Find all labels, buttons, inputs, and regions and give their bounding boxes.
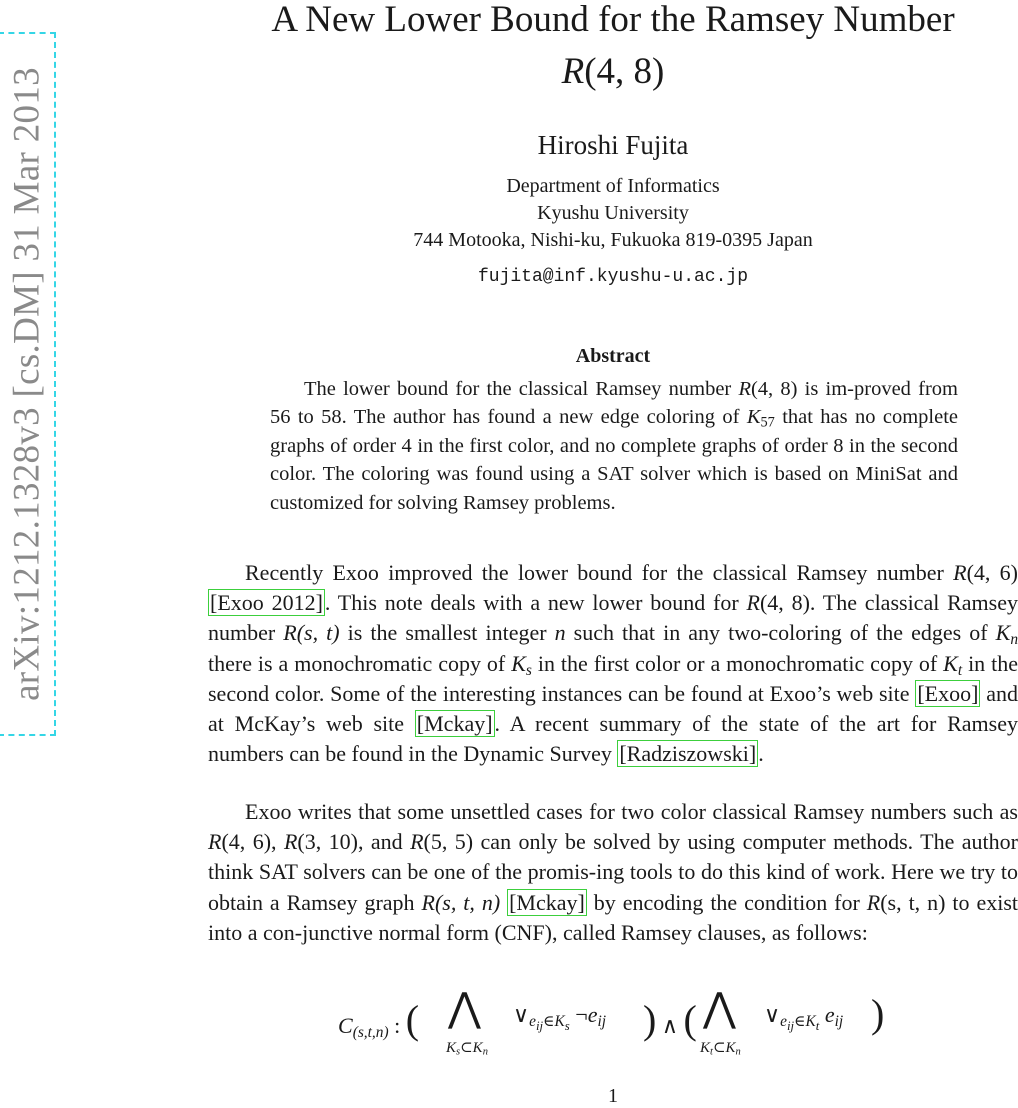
affiliation-university: Kyushu University [537, 202, 689, 224]
abstract-text: The lower bound for the classical Ramsey number R(4, 8) is im-proved from 56 to 58. The author has found a new edge coloring of $K_{57}$ that has no complete graphs of order 4 in the first color, and no complete graphs of order 8 in the second color. The coloring was found using a SAT solver which is based on MiniSat and customized for solving Ramsey problems. [270, 378, 958, 514]
title-line-2: (4, 8) [584, 51, 665, 92]
ramsey-clause-formula: $C_{(s,t,n)}$ : ( ⋀ $K_s\subset K_n$ $\vee_{e_{ij}\in K_s}$ $\neg e_{ij}$ ) ∧ ( ⋀ $K_t\subset K_n$ $\vee_{e_{ij}\in K_t}$ $e_{ij}$ ) [338, 985, 885, 1058]
abstract-heading: Abstract [575, 345, 651, 367]
affiliation-dept: Department of Informatics [506, 175, 720, 197]
title-line-1: A New Lower Bound for the Ramsey Number [271, 0, 955, 40]
citation-exoo[interactable]: [Exoo] [917, 680, 979, 706]
affiliation [208, 173, 1018, 254]
author-name: Hiroshi Fujita [537, 130, 689, 160]
citation-mckay-2[interactable]: [Mckay] [509, 889, 585, 915]
citation-exoo-2012[interactable]: [Exoo 2012] [210, 590, 323, 616]
page-number: 1 [608, 1085, 618, 1107]
paper-title: A New Lower Bound for the Ramsey Number R(4, 8) [271, 0, 955, 92]
body-paragraph-2: Exoo writes that some unsettled cases for two color classical Ramsey numbers such as R(4, 6), R(3, 10), and R(5, 5) can only be solved by using computer methods. The author think SAT solvers can be one of the promis-ing tools to do this kind of work. Here we try to obtain a Ramsey graph R(s, t, n) [Mckay] by encoding the condition for R(s, t, n) to exist into a con-junctive normal form (CNF), called Ramsey clauses, as follows: [208, 799, 1018, 945]
citation-mckay[interactable]: [Mckay] [416, 711, 493, 737]
citation-radziszowski[interactable]: [Radziszowski] [619, 741, 757, 767]
arxiv-identifier: arXiv:1212.1328v3 [cs.DM] 31 Mar 2013 [6, 67, 48, 701]
arxiv-stamp [0, 32, 56, 736]
affiliation-address: 744 Motooka, Nishi-ku, Fukuoka 819-0395 Japan [413, 229, 813, 251]
body-paragraph-1: Recently Exoo improved the lower bound for the classical Ramsey number R(4, 6) [Exoo 2012]. This note deals with a new lower bound for R(4, 8). The classical Ramsey number R(s, t) is the smallest integer n such that in any two-coloring of the edges of $K_n$ there is a monochromatic copy of $K_s$ in the first color or a monochromatic copy of $K_t$ in the second color. Some of the interesting instances can be found at Exoo’s web site [Exoo] and at McKay’s web site [Mckay]. A recent summary of the state of the art for Ramsey numbers can be found in the Dynamic Survey [Radziszowski]. [208, 560, 1018, 767]
author-email[interactable]: fujita@inf.kyushu-u.ac.jp [477, 267, 749, 287]
